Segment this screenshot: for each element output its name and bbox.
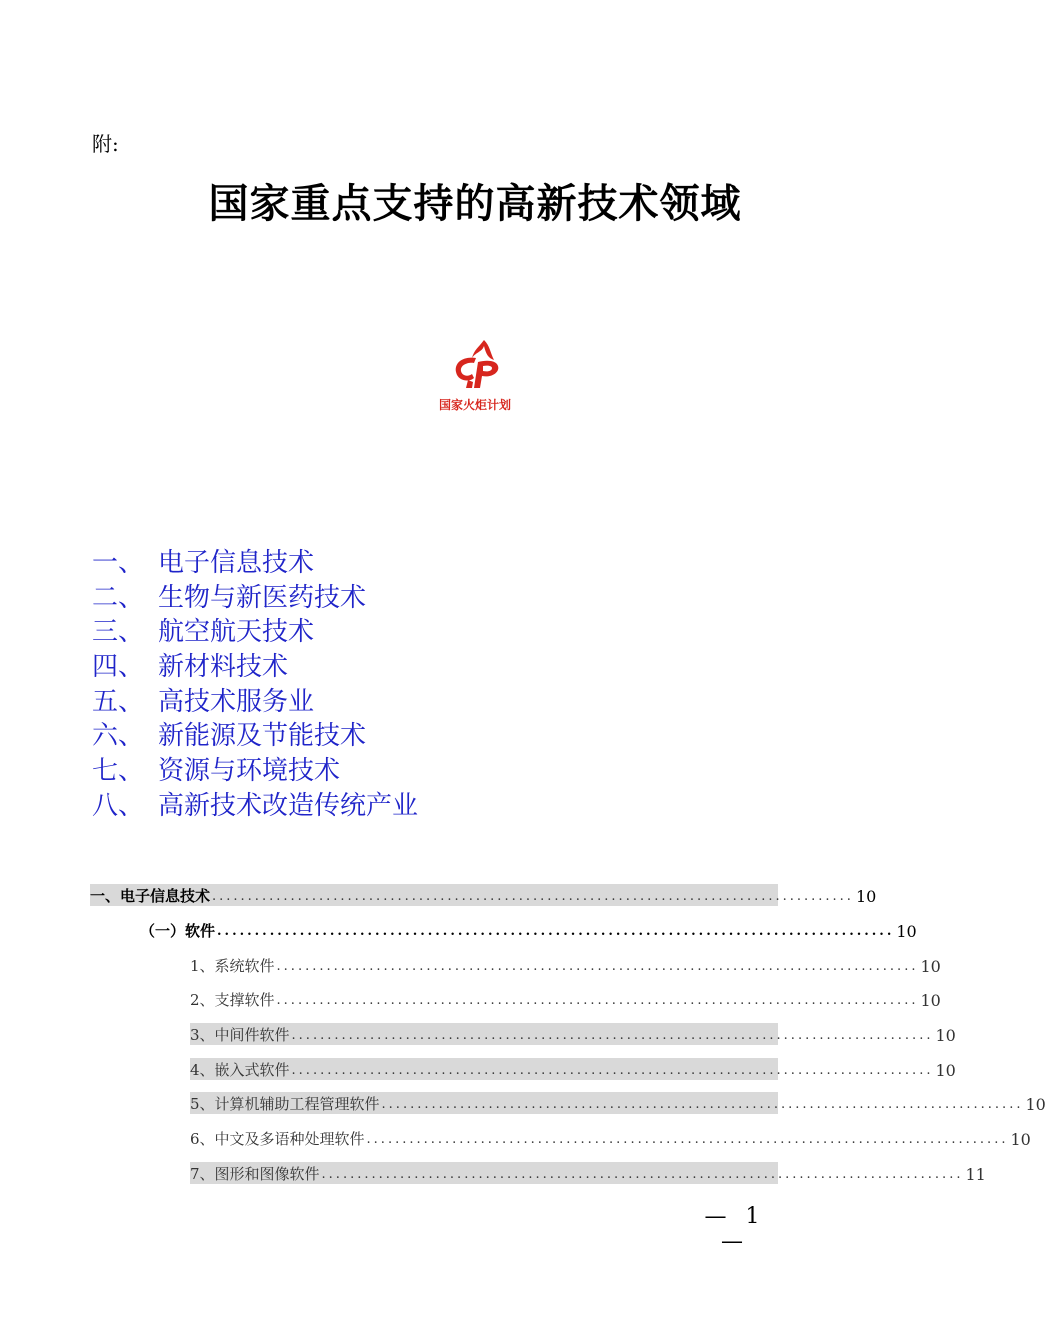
- field-item: [92, 650, 418, 685]
- torch-logo-icon: [428, 336, 522, 392]
- toc-page: 11: [965, 1164, 986, 1184]
- field-item: [92, 581, 418, 616]
- toc-label: （一）软件: [140, 922, 216, 941]
- toc-label: 7、图形和图像软件: [190, 1164, 320, 1183]
- toc-page: 10: [935, 1026, 956, 1046]
- field-item: [92, 789, 418, 824]
- toc-page: 10: [935, 1060, 956, 1080]
- field-label: 生物与新医药技术: [158, 582, 367, 613]
- toc-entry[interactable]: [90, 913, 917, 948]
- toc-entry[interactable]: [90, 1017, 956, 1052]
- toc-label: 2、支撑软件: [190, 991, 275, 1010]
- field-number: 三、: [92, 617, 145, 648]
- field-number: 一、: [92, 548, 145, 578]
- toc-leader: ..........................................................................................: [366, 1132, 1009, 1148]
- toc-entry[interactable]: [90, 1086, 1046, 1121]
- toc-leader: ..........................................................................................: [276, 958, 919, 974]
- toc-page: 10: [1025, 1095, 1046, 1115]
- torch-program-logo: [428, 336, 522, 420]
- field-item: [92, 615, 418, 650]
- toc-label: 一、电子信息技术: [90, 887, 211, 906]
- toc-leader: ..........................................................................................: [321, 1166, 964, 1182]
- toc-label: 5、计算机辅助工程管理软件: [190, 1095, 380, 1114]
- toc-entry[interactable]: [90, 878, 877, 913]
- field-item: [92, 719, 418, 754]
- toc-page: 10: [855, 887, 877, 907]
- toc-page: 10: [896, 922, 917, 942]
- field-number: 四、: [92, 652, 145, 683]
- field-label: 新材料技术: [158, 652, 289, 683]
- field-number: 八、: [92, 790, 145, 821]
- toc-entry[interactable]: [90, 1051, 956, 1086]
- toc-leader: ..........................................................................................: [276, 993, 919, 1009]
- field-number: 五、: [92, 686, 145, 717]
- toc-label: 1、系统软件: [190, 956, 275, 975]
- toc-page: 10: [920, 956, 941, 976]
- attachment-label: 附:: [92, 132, 119, 156]
- toc-entry[interactable]: [90, 1121, 1031, 1156]
- field-label: 高技术服务业: [158, 686, 315, 717]
- toc-entry[interactable]: [90, 1156, 986, 1191]
- field-item: [92, 685, 418, 720]
- table-of-contents: [90, 878, 1046, 1190]
- field-number: 七、: [92, 756, 145, 787]
- toc-leader: ..........................................................................................: [212, 889, 854, 905]
- field-label: 新能源及节能技术: [158, 721, 367, 752]
- toc-label: 3、中间件软件: [190, 1026, 290, 1045]
- toc-page: 10: [1010, 1130, 1031, 1150]
- toc-leader: ..........................................................................................: [291, 1028, 934, 1044]
- technology-field-list: [92, 546, 418, 824]
- toc-entry[interactable]: [90, 982, 941, 1017]
- field-item: [92, 754, 418, 789]
- field-label: 资源与环境技术: [158, 756, 341, 787]
- field-label: 电子信息技术: [158, 548, 315, 578]
- field-item: [92, 546, 418, 581]
- toc-leader: ..........................................................................................: [217, 924, 895, 940]
- toc-entry[interactable]: [90, 947, 941, 982]
- field-number: 六、: [92, 721, 145, 752]
- toc-label: 6、中文及多语种处理软件: [190, 1130, 365, 1149]
- toc-page: 10: [920, 991, 941, 1011]
- page-number: — 1 —: [704, 1204, 766, 1254]
- field-label: 高新技术改造传统产业: [158, 790, 419, 821]
- field-label: 航空航天技术: [158, 617, 315, 648]
- toc-label: 4、嵌入式软件: [190, 1060, 290, 1079]
- field-number: 二、: [92, 582, 145, 613]
- page-title: 国家重点支持的高新技术领域: [208, 181, 742, 227]
- toc-leader: ..........................................................................................: [381, 1097, 1024, 1113]
- logo-caption: 国家火炬计划: [438, 398, 511, 412]
- toc-leader: ..........................................................................................: [291, 1062, 934, 1078]
